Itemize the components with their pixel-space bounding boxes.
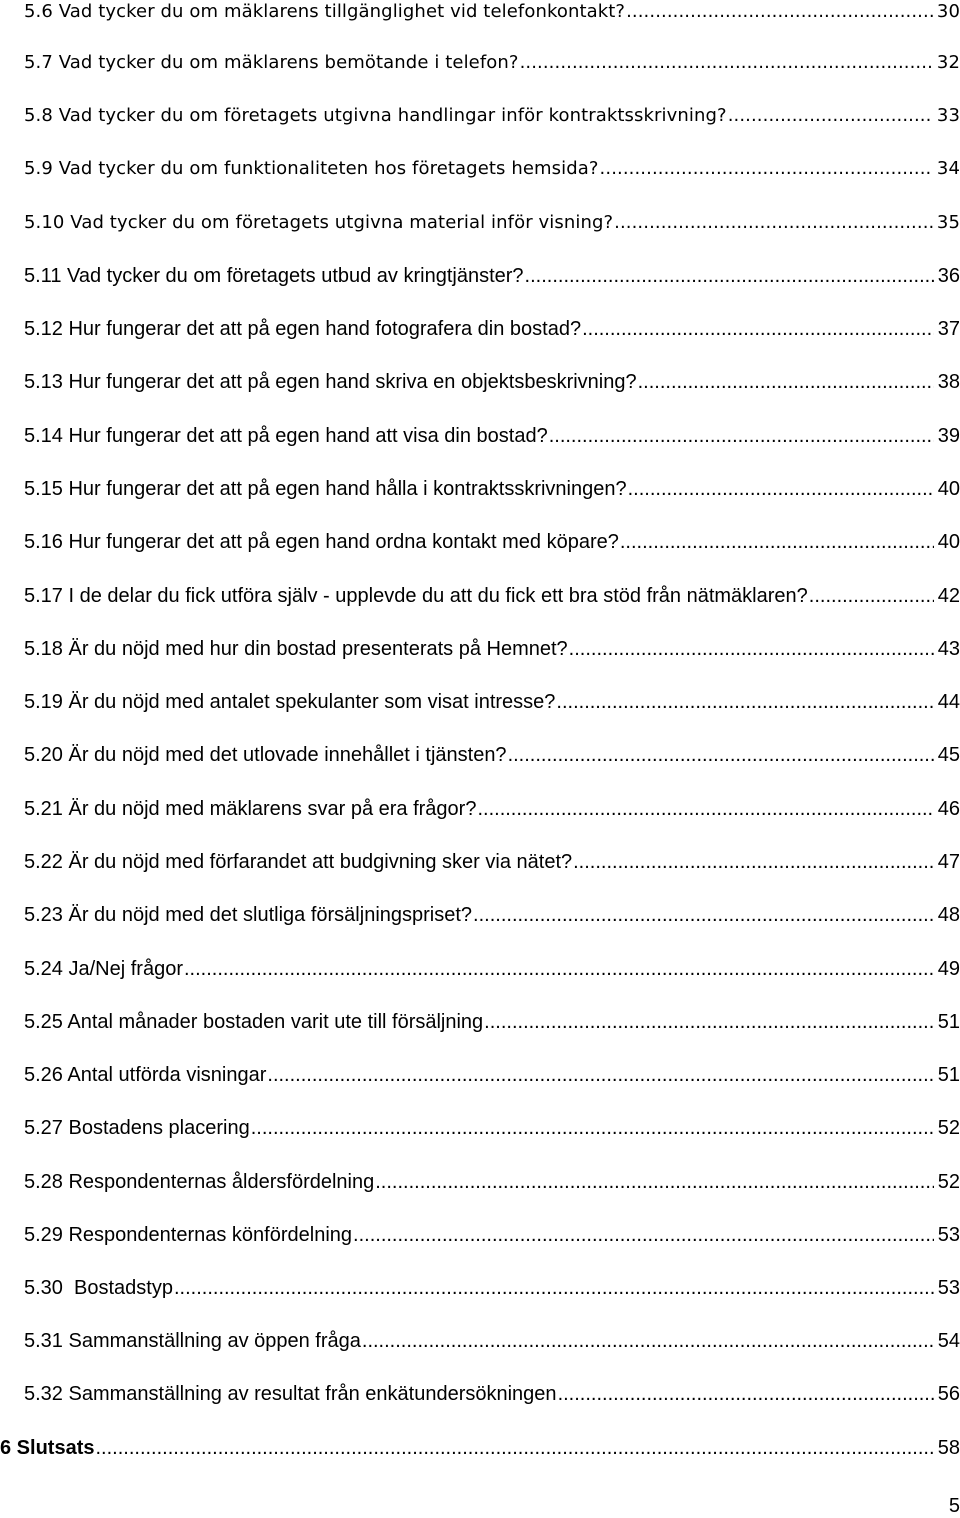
toc-entry-title: 5.19 Är du nöjd med antalet spekulanter som visat intresse?: [24, 691, 556, 713]
toc-entry[interactable]: [24, 903, 960, 927]
toc-leader: [569, 637, 934, 661]
toc-entry[interactable]: [24, 51, 960, 75]
toc-entry-page: 42: [937, 585, 960, 607]
toc-entry[interactable]: [24, 317, 960, 341]
toc-entry-title: 5.11 Vad tycker du om företagets utbud av kringtjänster?: [24, 265, 524, 287]
toc-entry-title: 5.31 Sammanställning av öppen fråga: [24, 1330, 361, 1352]
toc-leader: [184, 957, 934, 981]
toc-entry-page: 32: [936, 52, 960, 73]
toc-entry-title: 5.7 Vad tycker du om mäklarens bemötande i telefon?: [24, 52, 519, 73]
toc-leader: [558, 1382, 934, 1406]
toc-entry-title: 5.17 I de delar du fick utföra själv - upplevde du att du fick ett bra stöd från nätmäklaren?: [24, 585, 808, 607]
toc-entry-title: 5.8 Vad tycker du om företagets utgivna handlingar inför kontraktsskrivning?: [24, 105, 727, 126]
toc-entry-page: 52: [937, 1117, 960, 1139]
toc-leader: [626, 0, 933, 24]
toc-entry-title: 5.6 Vad tycker du om mäklarens tillgänglighet vid telefonkontakt?: [24, 1, 626, 22]
toc-entry-page: 38: [937, 371, 960, 393]
toc-entry-page: 37: [937, 318, 960, 340]
toc-entry-page: 34: [936, 158, 960, 179]
toc-entry-page: 52: [937, 1171, 960, 1193]
toc-entry[interactable]: [24, 1276, 960, 1300]
toc-entry[interactable]: [24, 1063, 960, 1087]
toc-leader: [549, 424, 934, 448]
toc-entry-title: 5.16 Hur fungerar det att på egen hand ordna kontakt med köpare?: [24, 531, 619, 553]
toc-leader: [638, 370, 934, 394]
toc-entry[interactable]: [24, 957, 960, 981]
toc-entry[interactable]: [24, 530, 960, 554]
toc-leader: [375, 1170, 934, 1194]
toc-entry-chapter[interactable]: [0, 1436, 960, 1460]
toc-entry-page: 51: [937, 1064, 960, 1086]
toc-entry[interactable]: [24, 370, 960, 394]
toc-entry[interactable]: [24, 1010, 960, 1034]
toc-entry-page: 49: [937, 958, 960, 980]
toc-entry[interactable]: [24, 1116, 960, 1140]
toc-leader: [174, 1276, 934, 1300]
toc-leader: [267, 1063, 933, 1087]
toc-entry-page: 46: [937, 798, 960, 820]
toc-leader: [362, 1329, 934, 1353]
toc-leader: [628, 477, 934, 501]
toc-leader: [477, 797, 933, 821]
toc-leader: [525, 264, 934, 288]
toc-leader: [508, 743, 934, 767]
toc-entry[interactable]: [24, 104, 960, 128]
toc-leader: [95, 1436, 933, 1460]
toc-entry-title: 5.12 Hur fungerar det att på egen hand fotografera din bostad?: [24, 318, 582, 340]
toc-entry-page: 43: [937, 638, 960, 660]
toc-leader: [520, 51, 933, 75]
toc-entry-title: 5.27 Bostadens placering: [24, 1117, 250, 1139]
toc-leader: [620, 530, 934, 554]
toc-entry-page: 53: [937, 1224, 960, 1246]
toc-entry-title: 5.25 Antal månader bostaden varit ute till försäljning: [24, 1011, 484, 1033]
toc-entry-title: 5.15 Hur fungerar det att på egen hand hålla i kontraktsskrivningen?: [24, 478, 627, 500]
toc-entry[interactable]: [24, 584, 960, 608]
toc-entry-page: 40: [937, 478, 960, 500]
toc-entry-page: 36: [937, 265, 960, 287]
toc-entry-title: 5.28 Respondenternas åldersfördelning: [24, 1171, 375, 1193]
toc-entry-page: 48: [937, 904, 960, 926]
toc-entry-page: 51: [937, 1011, 960, 1033]
toc-entry[interactable]: [24, 1329, 960, 1353]
toc-entry-title: 5.32 Sammanställning av resultat från enkätundersökningen: [24, 1383, 557, 1405]
toc-entry-page: 47: [937, 851, 960, 873]
toc-entry[interactable]: [24, 0, 960, 24]
toc-entry[interactable]: [24, 211, 960, 235]
toc-entry[interactable]: [24, 424, 960, 448]
toc-entry-title: 5.30 Bostadstyp: [24, 1277, 173, 1299]
toc-leader: [473, 903, 934, 927]
toc-entry-page: 39: [937, 425, 960, 447]
toc-entry-page: 54: [937, 1330, 960, 1352]
toc-leader: [614, 211, 933, 235]
toc-entry-title: 5.9 Vad tycker du om funktionaliteten hos företagets hemsida?: [24, 158, 599, 179]
toc-entry-page: 53: [937, 1277, 960, 1299]
toc-entry-title: 5.22 Är du nöjd med förfarandet att budgivning sker via nätet?: [24, 851, 573, 873]
toc-entry-page: 56: [937, 1383, 960, 1405]
toc-leader: [600, 157, 933, 181]
toc-entry-page: 44: [937, 691, 960, 713]
toc-entry-title: 5.20 Är du nöjd med det utlovade innehållet i tjänsten?: [24, 744, 507, 766]
toc-entry[interactable]: [24, 1382, 960, 1406]
toc-entry[interactable]: [24, 477, 960, 501]
toc-entry-page: 35: [936, 212, 960, 233]
toc-entry-title: 5.10 Vad tycker du om företagets utgivna material inför visning?: [24, 212, 614, 233]
toc-leader: [582, 317, 934, 341]
toc-leader: [728, 104, 933, 128]
toc-entry-page: 30: [936, 1, 960, 22]
toc-entry-title: 5.29 Respondenternas könfördelning: [24, 1224, 353, 1246]
toc-entry-title: 6 Slutsats: [0, 1437, 95, 1459]
toc-entry-page: 33: [936, 105, 960, 126]
toc-entry[interactable]: [24, 1170, 960, 1194]
toc-entry[interactable]: [24, 157, 960, 181]
toc-entry[interactable]: [24, 690, 960, 714]
toc-leader: [556, 690, 933, 714]
toc-entry-title: 5.21 Är du nöjd med mäklarens svar på era frågor?: [24, 798, 477, 820]
toc-entry-title: 5.13 Hur fungerar det att på egen hand skriva en objektsbeskrivning?: [24, 371, 637, 393]
page-number: 5: [948, 1495, 960, 1517]
toc-entry[interactable]: [24, 850, 960, 874]
toc-entry-page: 58: [937, 1437, 960, 1459]
toc-entry[interactable]: [24, 264, 960, 288]
toc-leader: [484, 1010, 934, 1034]
toc-entry-page: 40: [937, 531, 960, 553]
toc-entry-title: 5.26 Antal utförda visningar: [24, 1064, 267, 1086]
toc-entry-title: 5.14 Hur fungerar det att på egen hand att visa din bostad?: [24, 425, 548, 447]
toc-entry-title: 5.18 Är du nöjd med hur din bostad presenterats på Hemnet?: [24, 638, 568, 660]
toc-entry[interactable]: [24, 797, 960, 821]
toc-entry-page: 45: [937, 744, 960, 766]
toc-leader: [251, 1116, 934, 1140]
toc-leader: [353, 1223, 934, 1247]
toc-entry[interactable]: [24, 637, 960, 661]
toc-entry-title: 5.24 Ja/Nej frågor: [24, 958, 183, 980]
toc-entry[interactable]: [24, 1223, 960, 1247]
toc-entry-title: 5.23 Är du nöjd med det slutliga försäljningspriset?: [24, 904, 473, 926]
toc-entry[interactable]: [24, 743, 960, 767]
toc-leader: [573, 850, 934, 874]
toc-leader: [809, 584, 934, 608]
